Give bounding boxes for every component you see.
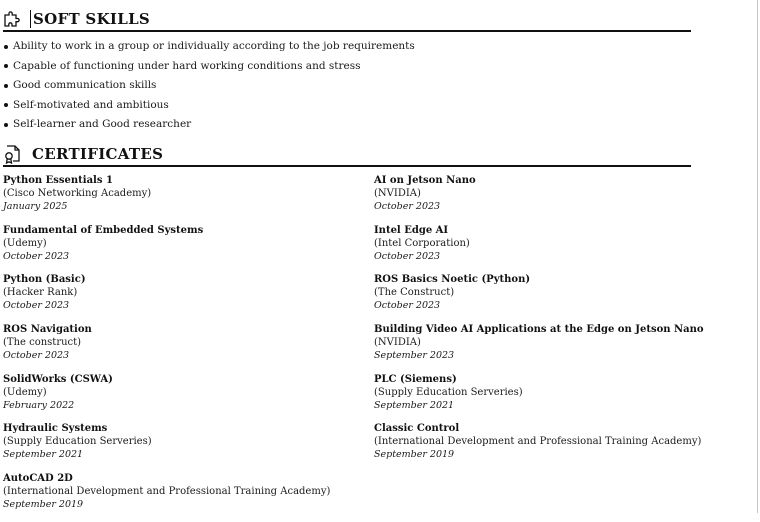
certificate-name: Python Essentials 1 xyxy=(3,175,113,186)
certificate-date: October 2023 xyxy=(374,300,441,312)
certificate-date: February 2022 xyxy=(3,399,75,411)
certificate-issuer: (The construct) xyxy=(3,337,82,349)
soft-skills-list xyxy=(4,37,415,135)
certificate-issuer: (Supply Education Serveries) xyxy=(3,436,152,448)
certificate-item xyxy=(3,472,373,522)
certificates-title: CERTIFICATES xyxy=(32,145,164,163)
certificate-issuer: (Intel Corporation) xyxy=(374,237,470,249)
page-edge xyxy=(757,0,758,513)
certificate-issuer: (Udemy) xyxy=(3,237,47,249)
certificate-item xyxy=(374,422,744,472)
certificate-item xyxy=(3,273,373,323)
certificate-issuer: (International Development and Professional Training Academy) xyxy=(374,436,702,448)
certificate-date: September 2019 xyxy=(374,449,455,461)
certificate-date: October 2023 xyxy=(3,250,70,262)
certificate-item xyxy=(374,323,744,373)
certificate-name: Hydraulic Systems xyxy=(3,423,108,435)
certificate-date: October 2023 xyxy=(374,201,441,212)
skill-text: Self-motivated and ambitious xyxy=(13,98,169,111)
certificate-issuer: (Hacker Rank) xyxy=(3,287,78,299)
certificate-issuer: (The Construct) xyxy=(374,287,455,299)
bullet-icon xyxy=(4,84,8,88)
certificate-name: ROS Navigation xyxy=(3,324,92,336)
certificate-item xyxy=(3,422,373,472)
skill-text: Good communication skills xyxy=(13,79,157,91)
certificate-date: January 2025 xyxy=(3,201,68,212)
certificate-date: September 2023 xyxy=(374,350,455,362)
certificate-item xyxy=(3,174,373,224)
certificate-name: Building Video AI Applications at the Edge on Jetson Nano xyxy=(374,324,704,336)
certificate-name: Intel Edge AI xyxy=(374,224,449,236)
certificate-date: September 2021 xyxy=(3,449,84,461)
certificate-name: ROS Basics Noetic (Python) xyxy=(374,274,531,286)
certificate-name: Fundamental of Embedded Systems xyxy=(3,224,204,236)
text-cursor xyxy=(30,10,31,28)
soft-skills-header xyxy=(3,8,691,32)
certificate-date: October 2023 xyxy=(374,250,441,262)
bullet-icon xyxy=(4,123,8,127)
certificate-item xyxy=(3,323,373,373)
certificate-item xyxy=(374,174,744,224)
bullet-icon xyxy=(4,45,8,49)
certificate-issuer: (Udemy) xyxy=(3,386,47,398)
certificate-name: PLC (Siemens) xyxy=(374,373,457,385)
certificate-item xyxy=(3,224,373,274)
certificate-date: October 2023 xyxy=(3,350,70,362)
certificates-left-column xyxy=(3,174,373,522)
certificates-header xyxy=(3,143,691,167)
bullet-icon xyxy=(4,64,8,68)
certificate-date: October 2023 xyxy=(3,300,70,312)
certificate-issuer: (International Development and Professional Training Academy) xyxy=(3,486,331,498)
certificate-item xyxy=(374,273,744,323)
list-item xyxy=(4,76,415,96)
certificates-right-column xyxy=(374,174,744,472)
skill-text: Capable of functioning under hard working conditions and stress xyxy=(13,59,361,72)
skill-text: Self-learner and Good researcher xyxy=(13,118,192,130)
puzzle-icon xyxy=(3,9,25,29)
certificate-name: Python (Basic) xyxy=(3,274,86,286)
certificate-name: Classic Control xyxy=(374,423,460,435)
certificate-date: September 2019 xyxy=(3,499,84,511)
list-item xyxy=(4,96,415,116)
certificate-item xyxy=(374,373,744,423)
certificate-issuer: (NVIDIA) xyxy=(374,188,421,199)
bullet-icon xyxy=(4,103,8,107)
certificate-name: SolidWorks (CSWA) xyxy=(3,373,113,385)
certificate-date: September 2021 xyxy=(374,399,455,411)
certificate-name: AutoCAD 2D xyxy=(3,473,73,485)
skill-text: Ability to work in a group or individually according to the job requirements xyxy=(13,40,415,52)
certificate-issuer: (NVIDIA) xyxy=(374,337,421,349)
certificate-name: AI on Jetson Nano xyxy=(374,175,476,186)
list-item xyxy=(4,57,415,77)
list-item xyxy=(4,37,415,57)
certificate-issuer: (Supply Education Serveries) xyxy=(374,386,523,398)
list-item xyxy=(4,115,415,135)
certificate-issuer: (Cisco Networking Academy) xyxy=(3,188,152,199)
soft-skills-title: SOFT SKILLS xyxy=(33,10,151,28)
certificate-icon xyxy=(3,144,25,164)
certificate-item xyxy=(374,224,744,274)
certificate-item xyxy=(3,373,373,423)
